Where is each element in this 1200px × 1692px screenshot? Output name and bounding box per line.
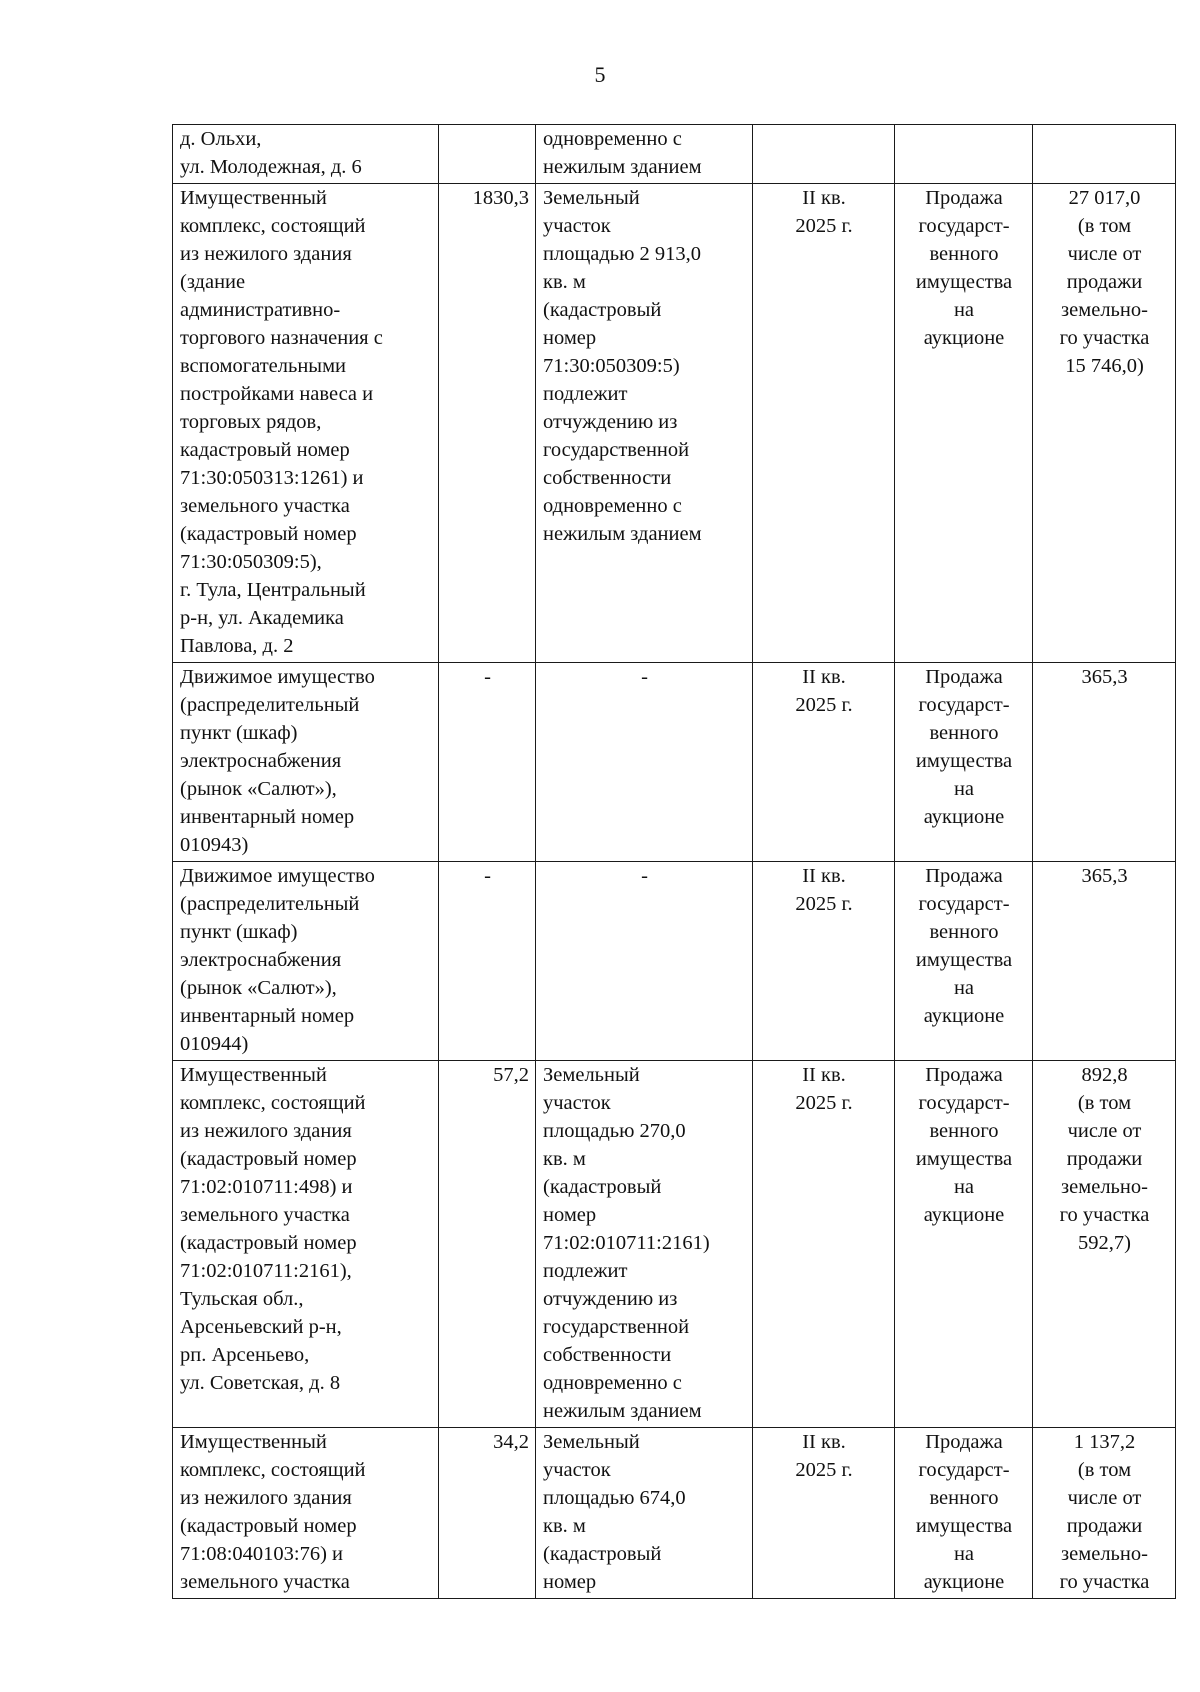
page-number: 5 (594, 62, 606, 87)
price-cell (1033, 1428, 1176, 1599)
sale-method-text: Продажа государст- венного имущества на аукционе (915, 666, 1013, 828)
land-plot-cell (536, 1061, 753, 1428)
sale-method-cell (895, 663, 1033, 862)
area-value: - (484, 666, 491, 688)
term-text: II кв. 2025 г. (795, 1064, 853, 1114)
area-cell (439, 663, 536, 862)
term-cell (753, 862, 895, 1061)
land-plot-cell (536, 125, 753, 184)
sale-method-text: Продажа государст- венного имущества на аукционе (915, 187, 1013, 349)
area-value: 57,2 (493, 1064, 529, 1086)
term-cell (753, 1428, 895, 1599)
area-value: 34,2 (493, 1431, 529, 1453)
object-name-cell (173, 1061, 439, 1428)
term-text: II кв. 2025 г. (795, 187, 853, 237)
object-name-cell (173, 125, 439, 184)
term-text: II кв. 2025 г. (795, 666, 853, 716)
land-plot-text: Земельный участок площадью 270,0 кв. м (кадастровый номер 71:02:010711:2161) подлежит отчуждению из государственной собственности одновременно с нежилым зданием (543, 1064, 710, 1422)
object-name: Имущественный комплекс, состоящий из нежилого здания (здание административно- торгового назначения с вспомогательными постройками навеса и торговых рядов, кадастровый номер 71:30:050313:1261) и земельного участка (кадастровый номер 71:30:050309:5), г. Тула, Центральный р-н, ул. Академика Павлова, д. 2 (180, 187, 383, 657)
object-name: Движимое имущество (распределительный пункт (шкаф) электроснабжения (рынок «Салют»), инвентарный номер 010943) (180, 666, 375, 856)
table-row (173, 1428, 1176, 1599)
sale-method-cell (895, 184, 1033, 663)
sale-method-cell (895, 1061, 1033, 1428)
property-table (172, 124, 1176, 1599)
sale-method-text: Продажа государст- венного имущества на аукционе (915, 1064, 1013, 1226)
table-row (173, 862, 1176, 1061)
term-cell (753, 125, 895, 184)
object-name-cell (173, 862, 439, 1061)
price-cell (1033, 862, 1176, 1061)
land-plot-cell (536, 663, 753, 862)
term-cell (753, 184, 895, 663)
land-plot-text: - (641, 865, 648, 887)
price-text: 1 137,2 (в том числе от продажи земельно- го участка (1059, 1431, 1150, 1593)
area-cell (439, 862, 536, 1061)
table-row (173, 184, 1176, 663)
object-name-cell (173, 663, 439, 862)
object-name: д. Ольхи, ул. Молодежная, д. 6 (180, 128, 362, 178)
land-plot-cell (536, 1428, 753, 1599)
price-cell (1033, 125, 1176, 184)
object-name-cell (173, 184, 439, 663)
table-row (173, 663, 1176, 862)
land-plot-text: Земельный участок площадью 674,0 кв. м (кадастровый номер (543, 1431, 686, 1593)
object-name: Имущественный комплекс, состоящий из нежилого здания (кадастровый номер 71:08:040103:76) и земельного участка (180, 1431, 366, 1593)
area-cell (439, 1428, 536, 1599)
sale-method-cell (895, 125, 1033, 184)
land-plot-cell (536, 184, 753, 663)
price-cell (1033, 1061, 1176, 1428)
price-text: 27 017,0 (в том числе от продажи земельно- го участка 15 746,0) (1059, 187, 1150, 377)
area-cell (439, 125, 536, 184)
land-plot-text: одновременно с нежилым зданием (543, 128, 702, 178)
object-name: Движимое имущество (распределительный пункт (шкаф) электроснабжения (рынок «Салют»), инвентарный номер 010944) (180, 865, 375, 1055)
price-text: 365,3 (1081, 865, 1128, 887)
term-cell (753, 663, 895, 862)
object-name-cell (173, 1428, 439, 1599)
term-text: II кв. 2025 г. (795, 1431, 853, 1481)
sale-method-cell (895, 1428, 1033, 1599)
area-cell (439, 1061, 536, 1428)
price-cell (1033, 663, 1176, 862)
land-plot-text: Земельный участок площадью 2 913,0 кв. м (кадастровый номер 71:30:050309:5) подлежит отчуждению из государственной собственности одновременно с нежилым зданием (543, 187, 702, 545)
table-row (173, 125, 1176, 184)
land-plot-text: - (641, 666, 648, 688)
sale-method-cell (895, 862, 1033, 1061)
term-text: II кв. 2025 г. (795, 865, 853, 915)
term-cell (753, 1061, 895, 1428)
area-value: - (484, 865, 491, 887)
table-row (173, 1061, 1176, 1428)
price-cell (1033, 184, 1176, 663)
area-value: 1830,3 (472, 187, 529, 209)
price-text: 892,8 (в том числе от продажи земельно- го участка 592,7) (1059, 1064, 1150, 1254)
sale-method-text: Продажа государст- венного имущества на аукционе (915, 865, 1013, 1027)
land-plot-cell (536, 862, 753, 1061)
object-name: Имущественный комплекс, состоящий из нежилого здания (кадастровый номер 71:02:010711:498) и земельного участка (кадастровый номер 71:02:010711:2161), Тульская обл., Арсеньевский р-н, рп. Арсеньево, ул. Советская, д. 8 (180, 1064, 366, 1394)
sale-method-text: Продажа государст- венного имущества на аукционе (915, 1431, 1013, 1593)
area-cell (439, 184, 536, 663)
price-text: 365,3 (1081, 666, 1128, 688)
